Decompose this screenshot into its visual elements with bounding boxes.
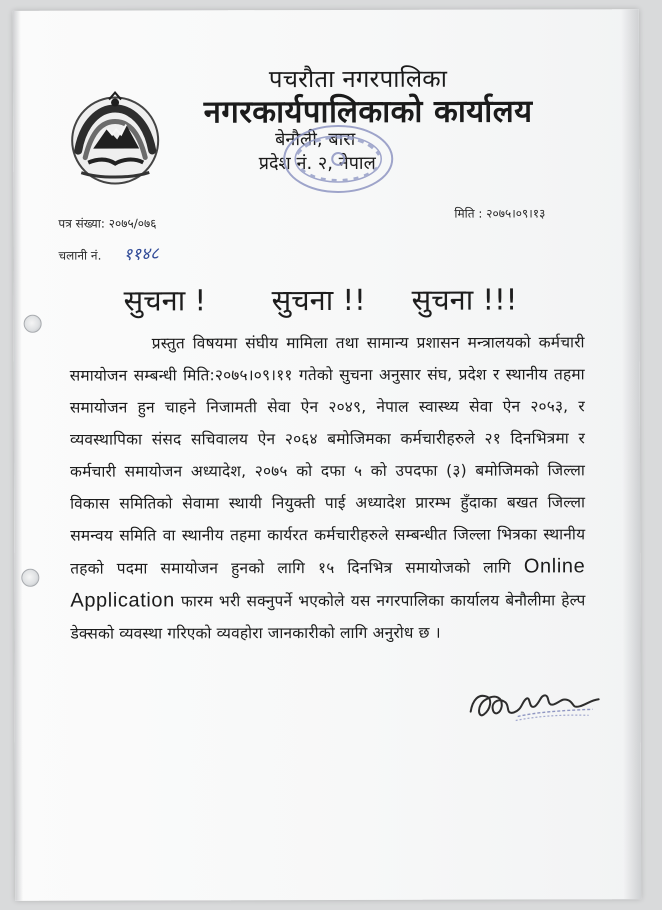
letter-number	[58, 214, 156, 231]
address-line-1: बेनौली, बारा	[275, 128, 356, 151]
dispatch-number	[58, 247, 101, 264]
notice-body	[70, 326, 586, 649]
dispatch-number-handwritten: ११४८	[123, 243, 160, 266]
punch-hole-lower	[21, 569, 39, 587]
municipality-name: पचरौता नगरपालिका	[268, 64, 448, 94]
notice-document	[13, 9, 641, 901]
nepal-emblem-icon	[65, 90, 165, 190]
notice-heading-1: सुचना !	[123, 283, 207, 318]
office-stamp-icon	[279, 118, 397, 200]
issue-date-value: २०७५।०९।१३	[486, 206, 546, 221]
issue-date-label: मिति :	[454, 206, 483, 221]
notice-body-part-2: फारम भरी सक्नुपर्ने भएकोले यस नगरपालिका कार्यालय बेनौलीमा हेल्प डेक्सको व्यवस्था गरिएको व्यवहोरा जानकारीको लागि अनुरोध छ ।	[70, 591, 586, 643]
address-line-2: प्रदेश नं. २, नेपाल	[258, 152, 376, 175]
paper-left-fold	[13, 11, 23, 901]
notice-heading-2: सुचना !!	[271, 282, 366, 318]
punch-hole-upper	[24, 315, 42, 333]
notice-body-part-1: प्रस्तुत विषयमा संघीय मामिला तथा सामान्य प्रशासन मन्त्रालयको कर्मचारी समायोजन सम्बन्धी मिति:२०७५।०९।११ गतेको सुचना अनुसार संघ, प्रदेश र स्थानीय तहमा समायोजन हुन चाहने निजामती सेवा ऐन २०४९, नेपाल स्वास्थ्य सेवा ऐन २०५३, र व्यवस्थापिका संसद सचिवालय ऐन २०६४ बमोजिमका कर्मचारीहरुले २१ दिनभित्रमा र कर्मचारी समायोजन अध्यादेश, २०७५ को दफा ५ को उपदफा (३) बमोजिमको जिल्ला विकास समितिको सेवामा स्थायी नियुक्ती पाई अध्यादेश प्रारम्भ हुँदाका बखत जिल्ला समन्वय समिति वा स्थानीय तहमा कार्यरत कर्मचारीहरुले सम्बन्धीत जिल्ला भित्रका स्थानीय तहको पदमा समायोजन हुनको लागि १५ दिनभित्र समायोजको लागि	[69, 333, 586, 578]
application-term: Application	[70, 589, 175, 612]
online-term: Online	[523, 555, 586, 578]
notice-heading-3: सुचना !!!	[411, 282, 518, 317]
paper-right-fold	[621, 9, 641, 899]
dispatch-label: चलानी नं.	[58, 248, 102, 263]
letter-number-label: पत्र संख्या:	[58, 216, 105, 231]
office-title: नगरकार्यपालिकाको कार्यालय	[203, 93, 533, 131]
issue-date	[454, 204, 545, 221]
official-signature-icon	[463, 675, 608, 735]
letter-number-value: २०७५/०७६	[108, 216, 157, 231]
